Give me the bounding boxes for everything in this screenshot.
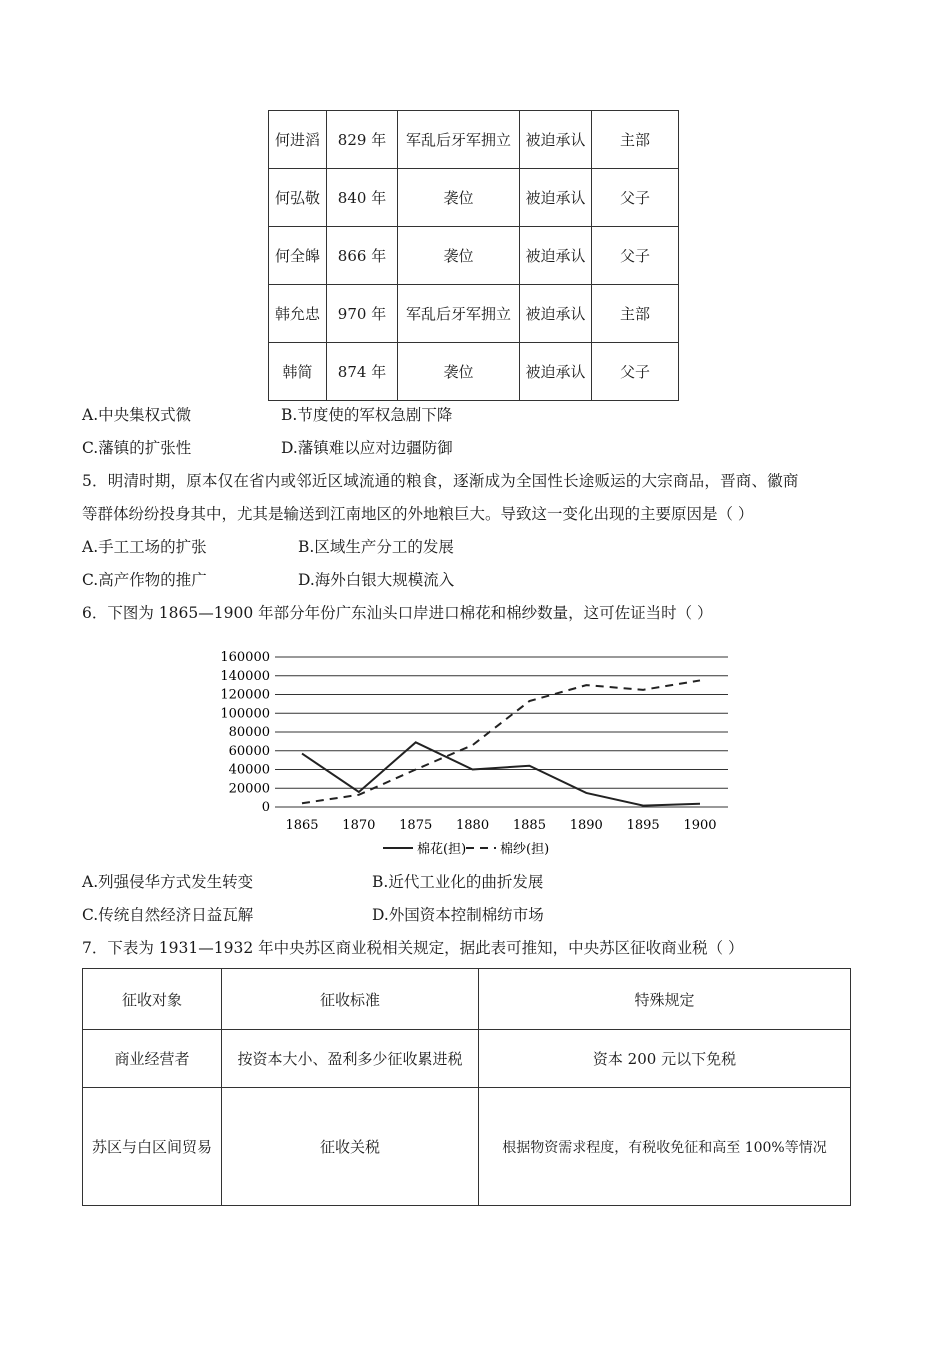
chart-y-tick-label: 20000 [228,781,270,797]
succession-table [268,110,679,401]
table-header-row [83,969,851,1030]
chart-x-axis [285,818,716,833]
table-cell: 韩允忠 [269,285,327,343]
chart-series-line-yarn [302,680,700,803]
table-cell: 主部 [592,285,679,343]
table-cell: 被迫承认 [520,111,592,169]
table-cell: 何全皞 [269,227,327,285]
q6-option-a: A.列强侵华方式发生转变 [82,873,254,891]
table-cell: 970 年 [327,285,398,343]
table-cell: 军乱后牙军拥立 [398,111,520,169]
table-cell: 韩简 [269,343,327,401]
q5-stem-line1: 5．明清时期，原本仅在省内或邻近区域流通的粮食，逐渐成为全国性长途贩运的大宗商品，晋商、徽商 [82,472,799,490]
chart-x-tick-label: 1865 [285,818,319,833]
chart-series-line-cotton [302,742,700,805]
chart-y-tick-label: 160000 [220,650,270,665]
table-row [83,1030,851,1088]
q6-option-c: C.传统自然经济日益瓦解 [82,906,254,924]
table-cell: 苏区与白区间贸易 [83,1088,222,1206]
q5-option-a: A.手工工场的扩张 [82,538,207,556]
table-row [269,227,679,285]
chart-y-tick-label: 60000 [228,743,270,759]
table-cell: 被迫承认 [520,343,592,401]
table-row [83,1088,851,1206]
table-cell: 何进滔 [269,111,327,169]
table-header-cell: 征收标准 [222,969,479,1030]
table-cell: 何弘敬 [269,169,327,227]
table-cell: 被迫承认 [520,227,592,285]
table-cell: 主部 [592,111,679,169]
table-cell: 袭位 [398,169,520,227]
table-cell: 840 年 [327,169,398,227]
table-row [269,111,679,169]
q6-option-d: D.外国资本控制棉纺市场 [372,906,544,924]
table-cell: 被迫承认 [520,285,592,343]
table-cell: 866 年 [327,227,398,285]
legend-label-yarn: 棉纱(担) [500,842,550,857]
table-cell: 父子 [592,169,679,227]
q4-option-d: D.藩镇难以应对边疆防御 [281,439,453,457]
chart-x-tick-label: 1890 [569,818,603,833]
q5-option-c: C.高产作物的推广 [82,571,207,589]
table-cell: 829 年 [327,111,398,169]
table-cell: 袭位 [398,343,520,401]
chart-x-tick-label: 1880 [456,818,490,833]
chart-y-tick-label: 80000 [228,725,270,740]
chart-series [302,680,700,805]
table-header-cell: 特殊规定 [479,969,851,1030]
table-cell: 父子 [592,227,679,285]
cotton-import-chart [200,640,760,870]
table-cell: 874 年 [327,343,398,401]
q5-option-d: D.海外白银大规模流入 [298,571,455,589]
q6-stem: 6．下图为 1865—1900 年部分年份广东汕头口岸进口棉花和棉纱数量，这可佐证当时（ ） [82,604,713,622]
legend-label-cotton: 棉花(担) [417,842,467,857]
chart-x-tick-label: 1885 [512,818,546,833]
q4-option-c: C.藩镇的扩张性 [82,439,192,457]
chart-x-tick-label: 1895 [626,818,660,833]
table-header-cell: 征收对象 [83,969,222,1030]
table-cell: 商业经营者 [83,1030,222,1088]
chart-x-tick-label: 1870 [342,818,376,833]
q4-option-a: A.中央集权式微 [82,406,192,424]
q5-stem-line2: 等群体纷纷投身其中，尤其是输送到江南地区的外地粮巨大。导致这一变化出现的主要原因是（ ） [82,505,754,523]
tax-table [82,968,851,1206]
table-row [269,169,679,227]
chart-y-tick-label: 120000 [220,687,270,703]
table-row [269,343,679,401]
chart-y-tick-label: 40000 [228,762,270,778]
chart-y-axis [220,650,270,815]
chart-x-tick-label: 1900 [683,818,717,833]
table-cell: 征收关税 [222,1088,479,1206]
table-row [269,285,679,343]
chart-gridlines [275,657,728,807]
chart-x-tick-label: 1875 [399,818,433,833]
table-cell: 根据物资需求程度，有税收免征和高至 100%等情况 [479,1088,851,1206]
table-cell: 军乱后牙军拥立 [398,285,520,343]
chart-y-tick-label: 0 [261,800,270,815]
table-cell: 袭位 [398,227,520,285]
chart-y-tick-label: 100000 [220,706,270,722]
table-cell: 按资本大小、盈利多少征收累进税 [222,1030,479,1088]
q7-stem: 7．下表为 1931—1932 年中央苏区商业税相关规定，据此表可推知，中央苏区征收商业税（ ） [82,939,744,957]
q5-option-b: B.区域生产分工的发展 [298,538,454,556]
q6-option-b: B.近代工业化的曲折发展 [372,873,544,891]
table-cell: 资本 200 元以下免税 [479,1030,851,1088]
q4-option-b: B.节度使的军权急剧下降 [281,406,453,424]
table-cell: 被迫承认 [520,169,592,227]
chart-legend [383,841,549,857]
chart-y-tick-label: 140000 [220,668,270,684]
table-cell: 父子 [592,343,679,401]
